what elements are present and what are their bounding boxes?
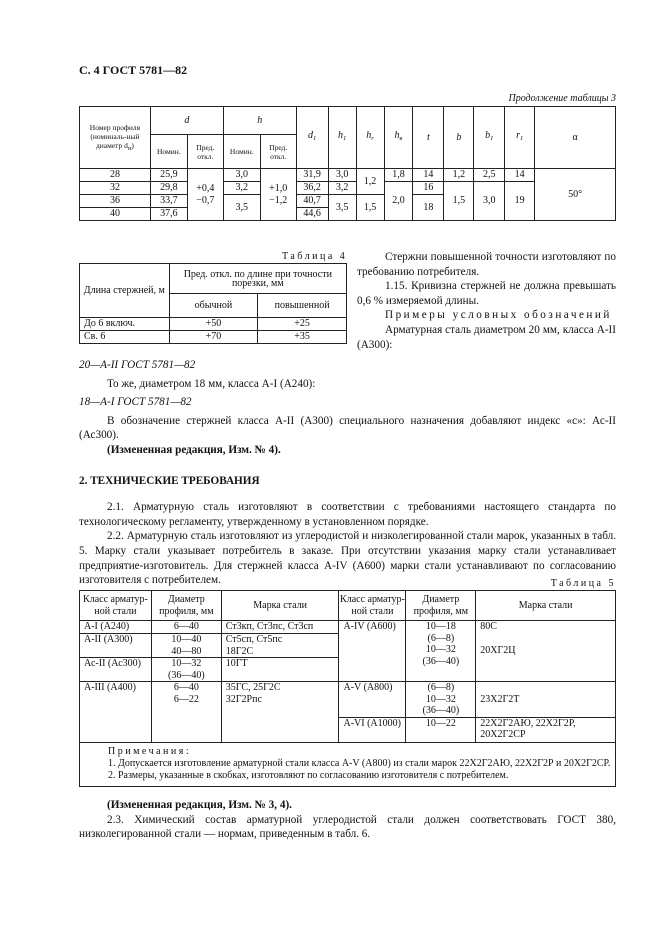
revision-note-1: (Измененная редакция, Изм. № 4). <box>107 443 281 456</box>
row-up-to-6: До 6 включ. <box>80 318 170 331</box>
row-28-h1: 3,0 <box>328 169 356 182</box>
class-a6-diameter: 10—22 <box>406 717 476 742</box>
header-class-right: Класс арматур-ной стали <box>339 591 406 621</box>
class-a6: А-VI (А1000) <box>339 717 406 742</box>
row-28-d: 25,9 <box>150 169 187 182</box>
header-normal: обычной <box>169 294 258 318</box>
class-a6-grade: 22Х2Г2АЮ, 22Х2Г2Р, 20Х2Г2СР <box>476 717 616 742</box>
header-b1: $b_1$ <box>474 107 505 169</box>
header-diameter-right: Диаметр профиля, мм <box>406 591 476 621</box>
right-column-text <box>357 250 616 352</box>
row-over-6: Св. 6 <box>80 331 170 344</box>
header-profile-number: Номер профиля (номиналь-ный диаметр dн) <box>80 107 151 169</box>
special-index-text: В обозначение стержней класса А-II (А300) специального назначения добавляют индекс «с»: Ас-II (Ас300). <box>79 414 616 442</box>
row-28-n: 28 <box>80 169 151 182</box>
examples-heading: Примеры условных обозначений <box>385 309 612 322</box>
class-ac2-diameter: 10—32 (36—40) <box>151 658 221 682</box>
hr-12: 1,2 <box>356 169 384 195</box>
header-d-tolerance: Пред. откл. <box>187 135 223 169</box>
row-36-d: 33,7 <box>150 195 187 208</box>
row-32-d: 29,8 <box>150 182 187 195</box>
class-a3: А-III (А400) <box>80 682 152 743</box>
b-15: 1,5 <box>444 182 474 221</box>
table-4 <box>79 263 347 344</box>
table-continuation-label: Продолжение таблицы 3 <box>508 93 616 104</box>
row-28-b: 1,2 <box>444 169 474 182</box>
header-high: повышенной <box>258 294 347 318</box>
row-32-t: 16 <box>413 182 444 195</box>
class-a3-grade: 35ГС, 25Г2С 32Г2Рпс <box>221 682 339 743</box>
header-length: Длина стержней, м <box>80 264 170 318</box>
row-36-t: 18 <box>413 195 444 221</box>
row-36-d1: 40,7 <box>296 195 328 208</box>
revision-note-2: (Измененная редакция, Изм. № 3, 4). <box>107 799 292 811</box>
hb-20: 2,0 <box>384 182 413 221</box>
row-over-6-normal: +70 <box>169 331 258 344</box>
row-28-d1: 31,9 <box>296 169 328 182</box>
note-1: 1. Допускается изготовление арматурной стали класса А-V (А800) из стали марок 22Х2Г2АЮ, 22Х2Г2Р и 20Х2Г2СР. <box>108 757 611 769</box>
row-32-n: 32 <box>80 182 151 195</box>
class-a4-grade-1: 80С <box>480 621 497 632</box>
bottom-text <box>79 798 616 842</box>
header-t: t <box>413 107 444 169</box>
class-a2: А-II (А300) <box>80 634 152 658</box>
example-designation-2: 18—А-I ГОСТ 5781—82 <box>79 396 192 409</box>
notes-title: Примечания: <box>108 745 192 757</box>
row-28-r1: 14 <box>505 169 535 182</box>
class-a5: А-V (А800) <box>339 682 406 718</box>
class-a2-diameter: 10—40 40—80 <box>151 634 221 658</box>
row-36-n: 36 <box>80 195 151 208</box>
class-a4-diameter: 10—18 (6—8) 10—32 (36—40) <box>406 621 476 682</box>
r1-19: 19 <box>505 182 535 221</box>
class-a2-grade: Ст5сп, Ст5пс 18Г2С <box>221 634 339 658</box>
header-h-nominal: Номин. <box>223 135 260 169</box>
header-d-nominal: Номин. <box>150 135 187 169</box>
header-grade-left: Марка стали <box>221 591 339 621</box>
row-40-d1: 44,6 <box>296 208 328 221</box>
paragraph-2-2: 2.2. Арматурную сталь изготовляют из углеродистой и низколегированной стали марок, указанных в табл. 5. Марку стали указывает потребитель в заказе. При отсутствии указания марку стали устанавливает предприятие-изготовитель. Для стержней класса А-IV (А600) марки стали устанавливают по согласованию изготовителя с потребителем. <box>79 530 616 587</box>
row-28-hb: 1,8 <box>384 169 413 182</box>
row-32-h: 3,2 <box>223 182 260 195</box>
note-2: 2. Размеры, указанные в скобках, изготовляют по согласованию изготовителя с потребителем. <box>108 769 509 781</box>
paragraph-2-1: 2.1. Арматурную сталь изготовляют в соответствии с требованиями настоящего стандарта по технологическому регламенту, утвержденному в установленном порядке. <box>79 501 616 528</box>
class-a1: А-I (А240) <box>80 621 152 634</box>
header-hr: $h_r$ <box>356 107 384 169</box>
row-up-to-6-normal: +50 <box>169 318 258 331</box>
class-ac2-grade: 10ГТ <box>221 658 339 682</box>
paragraph-2-3: 2.3. Химический состав арматурной углеродистой стали должен соответствовать ГОСТ 380, низколегированной стали — нормам, приведенным в табл. 6. <box>79 813 616 841</box>
section-title: 2. ТЕХНИЧЕСКИЕ ТРЕБОВАНИЯ <box>79 474 260 487</box>
h-35: 3,5 <box>223 195 260 221</box>
header-b: b <box>444 107 474 169</box>
header-d1: $d_1$ <box>296 107 328 169</box>
class-a3-diameter: 6—40 6—22 <box>151 682 221 743</box>
class-a1-grade: Ст3кп, Ст3пс, Ст3сп <box>221 621 339 634</box>
accuracy-paragraph: Стержни повышенной точности изготовляют по требованию потребителя. <box>357 251 616 278</box>
curvature-paragraph: 1.15. Кривизна стержней не должна превышать 0,6 % измеряемой длины. <box>357 280 616 307</box>
example-intro: Арматурная сталь диаметром 20 мм, класса А-II (А300): <box>357 323 616 351</box>
class-ac2: Ас-II (Ас300) <box>80 658 152 682</box>
alpha-value: 50° <box>535 169 616 221</box>
row-32-h1: 3,2 <box>328 182 356 195</box>
class-a1-diameter: 6—40 <box>151 621 221 634</box>
hr-15: 1,5 <box>356 195 384 221</box>
row-40-n: 40 <box>80 208 151 221</box>
header-hb: $h_в$ <box>384 107 413 169</box>
same-diameter-text: То же, диаметром 18 мм, класса А-I (А240): <box>107 377 316 390</box>
example-designation-1: 20—А-II ГОСТ 5781—82 <box>79 359 196 371</box>
b1-30: 3,0 <box>474 182 505 221</box>
header-h: h <box>223 107 296 135</box>
header-length-tolerance: Пред. откл. по длине при точности порезки, мм <box>169 264 346 294</box>
table-4-caption: Таблица 4 <box>282 251 348 262</box>
row-32-d1: 36,2 <box>296 182 328 195</box>
class-a4-grade <box>476 621 616 682</box>
class-a4: А-IV (А600) <box>339 621 406 682</box>
table-3 <box>79 106 616 221</box>
header-class-left: Класс арматур-ной стали <box>80 591 152 621</box>
table-5-notes <box>80 742 616 786</box>
row-over-6-high: +35 <box>258 331 347 344</box>
row-up-to-6-high: +25 <box>258 318 347 331</box>
row-28-t: 14 <box>413 169 444 182</box>
h1-35: 3,5 <box>328 195 356 221</box>
header-h-tolerance: Пред. откл. <box>260 135 296 169</box>
header-alpha: α <box>535 107 616 169</box>
row-28-b1: 2,5 <box>474 169 505 182</box>
h-tolerance: +1,0 −1,2 <box>260 169 296 221</box>
header-diameter-left: Диаметр профиля, мм <box>151 591 221 621</box>
table-5 <box>79 590 616 787</box>
header-h1: $h_1$ <box>328 107 356 169</box>
class-a5-diameter: (6—8) 10—32 (36—40) <box>406 682 476 718</box>
header-d: d <box>150 107 223 135</box>
class-a5-grade: 23Х2Г2Т <box>476 682 616 718</box>
row-28-h: 3,0 <box>223 169 260 182</box>
d-tolerance: +0,4 −0,7 <box>187 169 223 221</box>
row-40-d: 37,6 <box>150 208 187 221</box>
header-r1: $r_1$ <box>505 107 535 169</box>
example-block <box>79 358 616 588</box>
page-header: С. 4 ГОСТ 5781—82 <box>79 63 188 77</box>
class-a4-grade-2: 20ХГ2Ц <box>480 644 516 656</box>
header-grade-right: Марка стали <box>476 591 616 621</box>
table-5-caption: Таблица 5 <box>550 578 616 589</box>
